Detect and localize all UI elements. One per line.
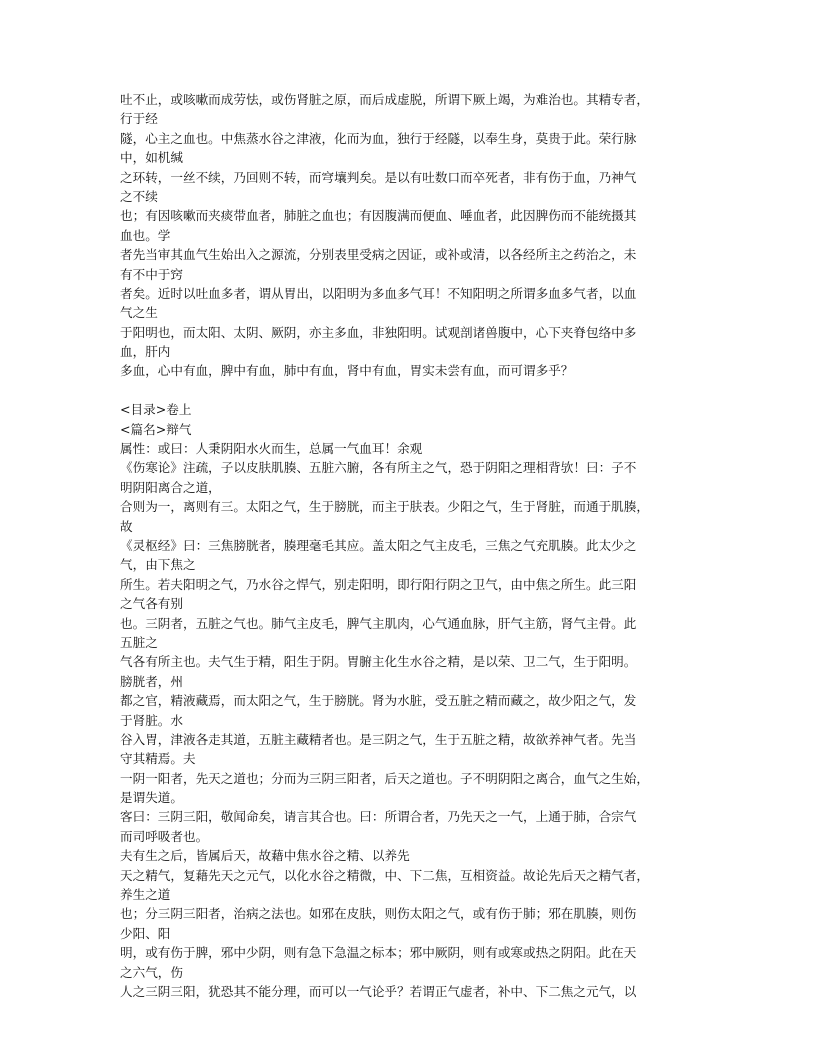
- text-line: 也。三阴者，五脏之气也。肺气主皮毛，脾气主肌肉，心气通血脉，肝气主筋，肾气主骨。此: [120, 615, 637, 631]
- text-line: 五脏之: [120, 634, 158, 650]
- text-line: 人之三阴三阳，犹恐其不能分理，而可以一气论乎？若谓正气虚者，补中、下二焦之元气，以: [120, 983, 637, 999]
- text-line: 养生之道: [120, 887, 171, 903]
- text-line: 明阴阳离合之道，: [120, 479, 221, 495]
- text-line: 是谓失道。: [120, 790, 183, 806]
- text-line: 故: [120, 518, 133, 534]
- text-line: 都之官，精液藏焉，而太阳之气，生于膀胱。肾为水脏，受五脏之精而藏之，故少阳之气，发: [120, 693, 637, 709]
- text-line: 行于经: [120, 111, 158, 127]
- paragraph-gap: [120, 381, 700, 400]
- text-line: 少阳、阳: [120, 925, 171, 941]
- text-line: 中，如机缄: [120, 150, 183, 166]
- text-line: 气之生: [120, 305, 158, 321]
- text-line: 者先当审其血气生始出入之源流，分别表里受病之因证，或补或清，以各经所主之药治之，未: [120, 247, 637, 263]
- text-line: 夫有生之后，皆属后天，故藉中焦水谷之精、以养先: [120, 848, 410, 864]
- toc-heading: <目录>卷上: [120, 402, 192, 418]
- text-line: 属性：或曰：人秉阴阳水火而生，总属一气血耳！余观: [120, 441, 423, 457]
- text-line: 气各有所主也。夫气生于精，阳生于阴。胃腑主化生水谷之精，是以荣、卫二气，生于阳明。: [120, 654, 637, 670]
- text-line: 之环转，一丝不续，乃回则不转，而穹壤判矣。是以有吐数口而卒死者，非有伤于血，乃神气: [120, 169, 637, 185]
- text-line: 客曰：三阴三阳，敬闻命矣，请言其合也。曰：所谓合者，乃先天之一气，上通于肺，合宗气: [120, 809, 637, 825]
- text-line: 吐不止，或咳嗽而成劳怯，或伤肾脏之原，而后成虚脱，所谓下厥上竭，为难治也。其精专者，: [120, 92, 649, 107]
- text-line: 血也。学: [120, 227, 171, 243]
- text-line: 隧，心主之血也。中焦蒸水谷之津液，化而为血，独行于经隧，以奉生身，莫贵于此。荣行脉: [120, 130, 637, 146]
- text-line: 守其精焉。夫: [120, 751, 196, 767]
- paragraph-blood: [120, 90, 700, 381]
- text-line: 膀胱者，州: [120, 673, 183, 689]
- text-line: 之气各有别: [120, 596, 183, 612]
- text-line: 有不中于窍: [120, 266, 183, 282]
- section-bian-qi: [120, 400, 700, 1001]
- text-line: 《灵枢经》曰：三焦膀胱者，腠理毫毛其应。盖太阳之气主皮毛，三焦之气充肌腠。此太少之: [120, 537, 637, 553]
- text-line: 天之精气，复藉先天之元气，以化水谷之精微，中、下二焦，互相资益。故论先后天之精气者，: [120, 867, 649, 883]
- text-line: 多血，心中有血，脾中有血，肺中有血，肾中有血，胃实未尝有血，而可谓多乎？: [120, 363, 574, 379]
- text-line: 《伤寒论》注疏，子以皮肤肌腠、五脏六腑，各有所主之气，恐于阴阳之理相背欤！曰：子不: [120, 460, 637, 476]
- text-line: 明，或有伤于脾，邪中少阴，则有急下急温之标本；邪中厥阴，则有或寒或热之阴阳。此在天: [120, 945, 637, 961]
- text-line: 也；有因咳嗽而夹痰带血者，肺脏之血也；有因腹满而便血、唾血者，此因脾伤而不能统摄其: [120, 208, 637, 224]
- text-line: 于肾脏。水: [120, 712, 183, 728]
- text-line: 于阳明也，而太阳、太阴、厥阴，亦主多血，非独阳明。试观剖诸兽腹中，心下夹脊包络中多: [120, 324, 637, 340]
- text-line: 之不续: [120, 188, 158, 204]
- text-line: 之六气，伤: [120, 964, 183, 980]
- text-line: 血，肝内: [120, 344, 171, 360]
- text-line: 合则为一，离则有三。太阳之气，生于膀胱，而主于肤表。少阳之气，生于肾脏，而通于肌腠，: [120, 499, 649, 515]
- text-line: 一阴一阳者，先天之道也；分而为三阴三阳者，后天之道也。子不明阴阳之离合，血气之生始，: [120, 770, 649, 786]
- text-line: 者矣。近时以吐血多者，谓从胃出，以阳明为多血多气耳！不知阳明之所谓多血多气者，以血: [120, 285, 637, 301]
- text-line: 谷入胃，津液各走其道，五脏主藏精者也。是三阴之气，生于五脏之精，故欲养神气者。先当: [120, 731, 637, 747]
- text-line: 气，由下焦之: [120, 557, 196, 573]
- chapter-heading: <篇名>辩气: [120, 421, 192, 437]
- text-line: 也；分三阴三阳者，治病之法也。如邪在皮肤，则伤太阳之气，或有伤于肺；邪在肌腠，则伤: [120, 906, 637, 922]
- text-line: 所生。若夫阳明之气，乃水谷之悍气，别走阳明，即行阳行阴之卫气，由中焦之所生。此三阳: [120, 576, 637, 592]
- text-line: 而司呼吸者也。: [120, 828, 209, 844]
- document-page: [120, 90, 700, 1001]
